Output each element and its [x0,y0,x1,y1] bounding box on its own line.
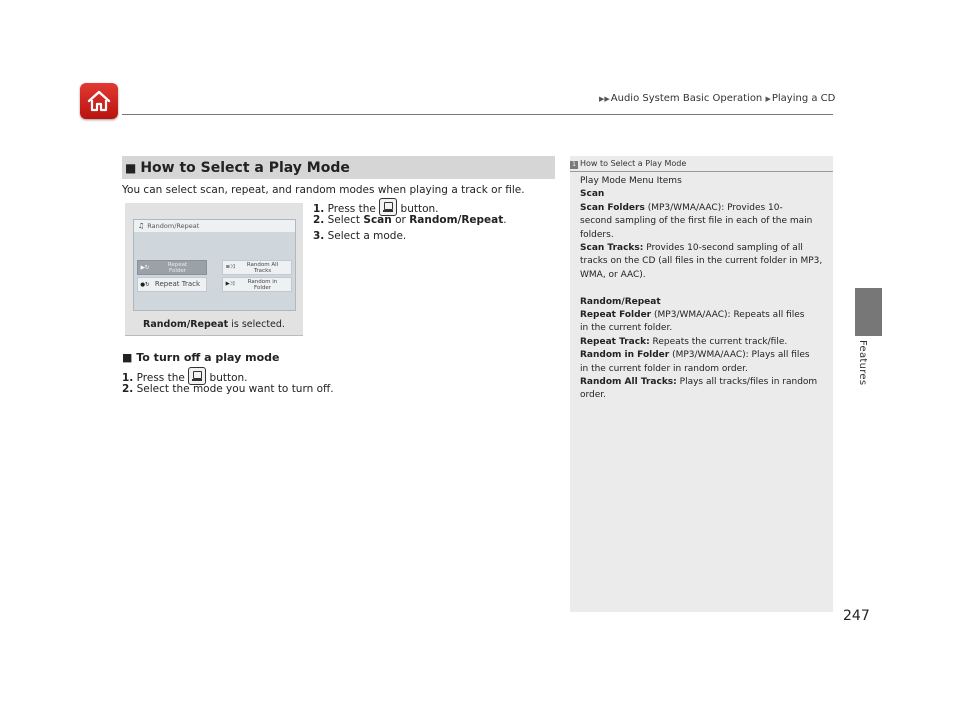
note-format: (MP3/WMA/AAC): [654,310,731,321]
note-desc: order. [580,390,607,401]
subsection-square-icon: ■ [122,351,133,364]
note-term: Repeat Track: [580,336,650,347]
step-number: 2. [313,214,325,226]
note-title: Play Mode Menu Items [580,176,682,186]
caption-text: is selected. [231,319,285,330]
note-desc: Repeats all files [733,310,805,321]
page-number: 247 [843,608,870,624]
random-all-icon: ≡⤨ [225,264,235,270]
repeat-folder-option[interactable] [137,260,207,275]
step-text: Select a mode. [327,230,407,242]
random-folder-icon: ▶⤨ [225,281,235,287]
note-heading: Scan [580,189,605,200]
option-scan: Scan [363,214,392,226]
note-term: Repeat Folder [580,310,652,321]
note-divider [570,171,833,172]
note-panel [570,156,833,612]
breadcrumb-item[interactable]: Playing a CD [771,93,836,104]
screen-illustration [125,203,303,336]
note-format: (MP3/WMA/AAC): [672,350,749,361]
breadcrumb-arrow-icon: ▶▶ [599,95,610,103]
note-term: Random All Tracks: [580,377,677,388]
note-desc: in the current folder. [580,323,673,334]
note-desc: Repeats the current track/file. [652,336,788,347]
chapter-label: Features [857,340,868,386]
screen-header [134,220,295,232]
option-random-repeat: Random/Repeat [409,214,504,226]
breadcrumb-item[interactable]: Audio System Basic Operation [610,93,763,104]
step-text: Press the [327,203,376,215]
screen-title: Random/Repeat [147,222,200,230]
note-header-title: How to Select a Play Mode [580,159,687,168]
turn-off-heading [122,351,280,364]
home-icon [86,89,112,113]
note-body [580,175,826,403]
section-square-icon: ■ [125,160,137,175]
repeat-track-option[interactable] [137,277,207,292]
note-term: Scan Folders [580,202,645,213]
note-desc: WMA, or AAC). [580,269,646,280]
turn-off-step-2 [122,382,334,396]
note-term: Scan Tracks: [580,243,644,254]
step-text: Select the mode you want to turn off. [136,383,334,395]
breadcrumb [599,93,835,104]
note-header [570,156,833,171]
random-in-folder-option[interactable] [222,277,292,292]
display-screen [133,219,296,311]
music-note-icon: ♫ [138,222,145,230]
step-number: 2. [122,383,134,395]
step-text: Press the [136,372,185,384]
note-reference-icon: 1 [570,161,578,169]
note-format: (MP3/WMA/AAC): [647,202,725,213]
repeat-folder-icon: ▶↻ [140,264,150,271]
header-divider [122,114,833,115]
step-text: . [503,214,507,226]
note-desc: Plays all files [751,350,810,361]
option-label: Random All Tracks [246,261,279,274]
home-button[interactable] [80,83,118,119]
note-desc: folders. [580,229,614,240]
step-text: button. [209,372,248,384]
note-term: Random in Folder [580,350,670,361]
section-title: How to Select a Play Mode [140,159,350,176]
note-desc: Plays all tracks/files in random [679,377,818,388]
step-text: button. [400,203,439,215]
step-number: 1. [122,372,134,384]
screen-caption [125,319,303,330]
note-desc: in the current folder in random order. [580,363,748,374]
note-desc: Provides 10-second sampling of all [646,243,803,254]
option-label: Random in Folder [247,278,278,291]
repeat-track-icon: ●↻ [140,281,150,288]
intro-text: You can select scan, repeat, and random modes when playing a track or file. [122,184,525,196]
option-label: Repeat Track [154,280,201,288]
step-2 [313,213,507,227]
note-desc: tracks on the CD (all files in the current folder in MP3, [580,256,823,267]
section-title-bar [122,156,555,179]
step-text: or [395,214,406,226]
chapter-tab[interactable] [855,288,882,336]
turn-off-heading-text: To turn off a play mode [136,351,280,364]
caption-bold: Random/Repeat [143,319,229,330]
random-all-tracks-option[interactable] [222,260,292,275]
step-number: 3. [313,230,325,242]
note-heading: Random/Repeat [580,296,661,307]
step-number: 1. [313,203,325,215]
step-text: Select [327,214,361,226]
step-3 [313,229,406,243]
breadcrumb-arrow-icon: ▶ [765,95,771,103]
note-desc: Provides 10- [727,202,783,213]
option-label: Repeat Folder [167,261,188,274]
note-desc: second sampling of the first file in each of the main [580,216,813,227]
